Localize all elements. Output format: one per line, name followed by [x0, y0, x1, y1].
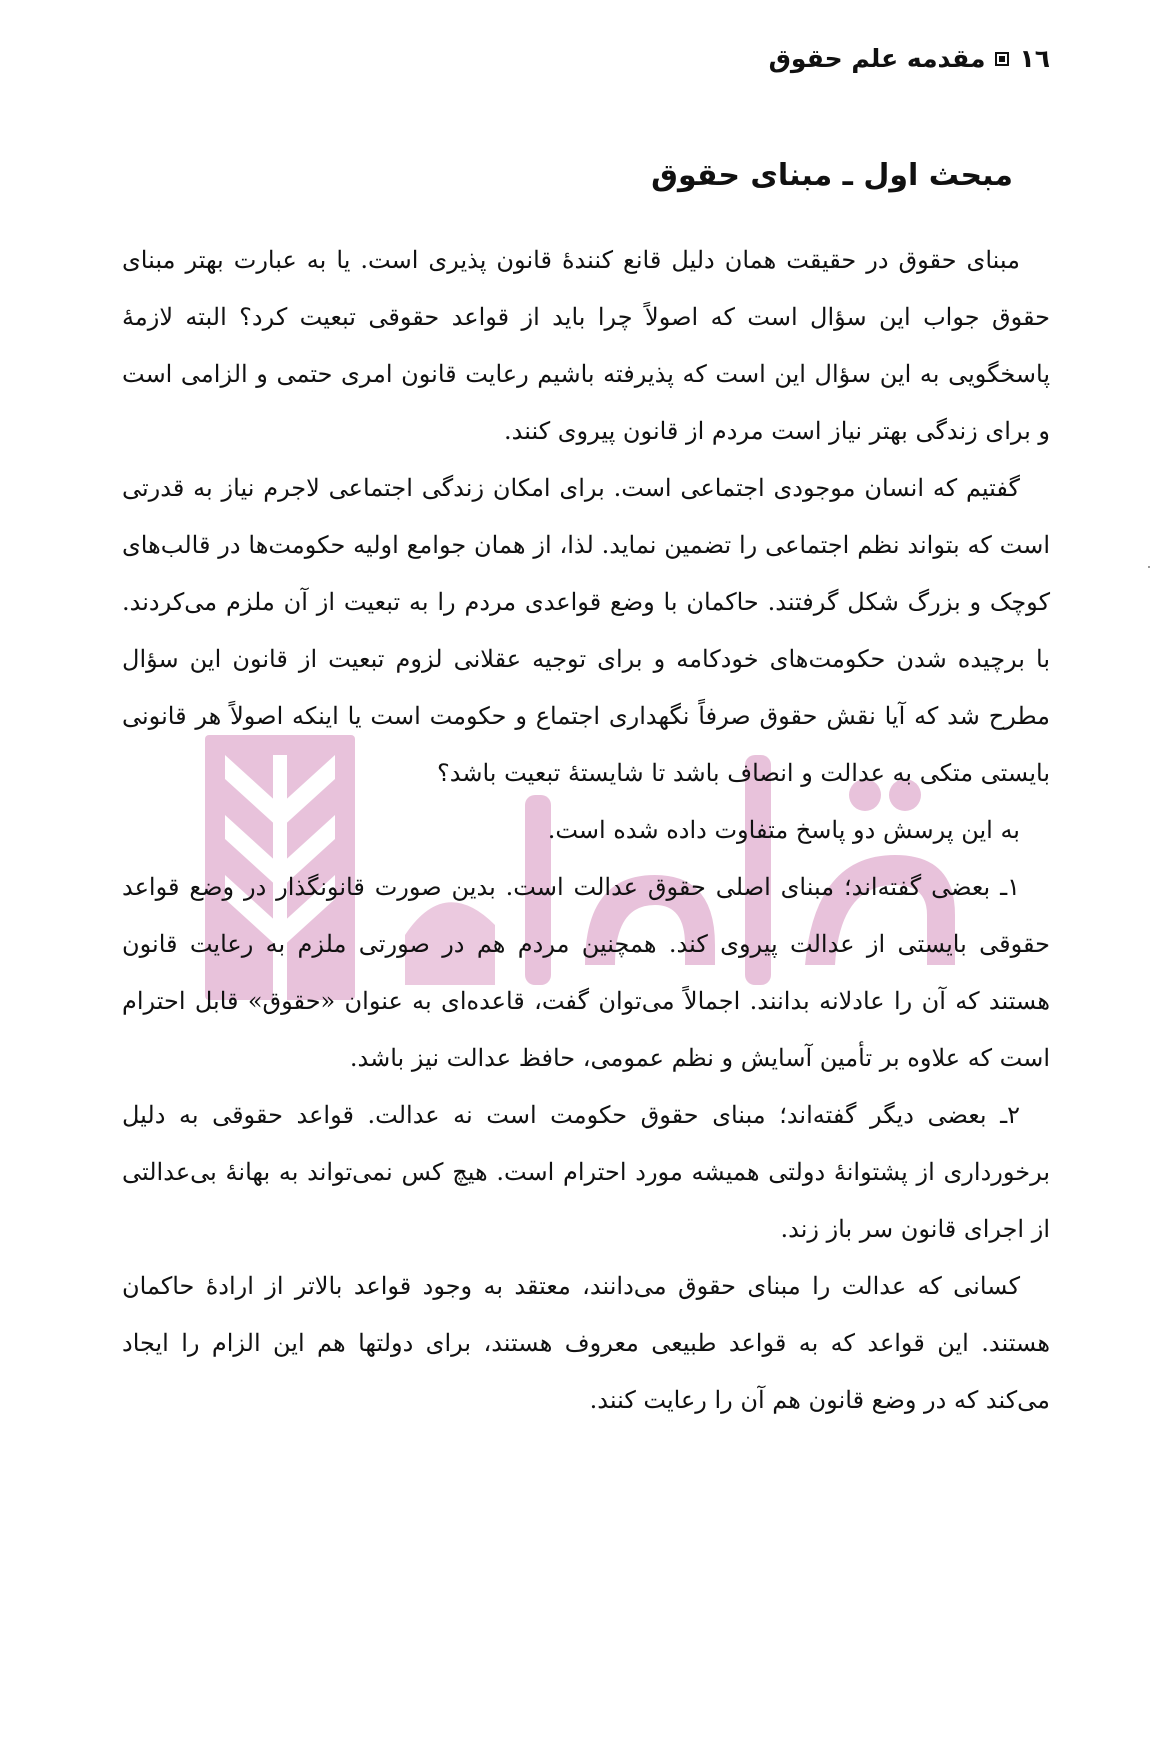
paragraph: مبنای حقوق در حقیقت همان دلیل قانع کنندهٔ قانون پذیری است. یا به عبارت بهتر مبنای حقوق جواب این سؤال است که اصولاً چرا باید از قواعد حقوقی تبعیت کرد؟ البته لازمهٔ پاسخگویی به این سؤال این است که پذیرفته باشیم رعایت قانون امری حتمی و الزامی است و برای زندگی بهتر نیاز است مردم از قانون پیروی کنند.: [122, 246, 1050, 445]
scan-speck: [1148, 566, 1150, 568]
paragraph: ۲ـ بعضی دیگر گفته‌اند؛ مبنای حقوق حکومت است نه عدالت. قواعد حقوقی به دلیل برخورداری از پشتوانهٔ دولتی همیشه مورد احترام است. هیچ کس نمی‌تواند به بهانهٔ بی‌عدالتی از اجرای قانون سر باز زند.: [122, 1101, 1050, 1243]
book-title: مقدمه علم حقوق: [768, 44, 986, 73]
paragraph: گفتیم که انسان موجودی اجتماعی است. برای امکان زندگی اجتماعی لاجرم نیاز به قدرتی است که بتواند نظم اجتماعی را تضمین نماید. لذا، از همان جوامع اولیه حکومت‌ها در قالب‌های کوچک و بزرگ شکل گرفتند. حاکمان با وضع قواعدی مردم را به تبعیت از آن ملزم می‌کردند. با برچیده شدن حکومت‌های خودکامه و برای توجیه عقلانی لزوم تبعیت از قانون این سؤال مطرح شد که آیا نقش حقوق صرفاً نگهداری اجتماع و حکومت است یا اینکه اصولاً هر قانونی بایستی متکی به عدالت و انصاف باشد تا شایستهٔ تبعیت باشد؟: [122, 474, 1050, 787]
paragraph: کسانی که عدالت را مبنای حقوق می‌دانند، معتقد به وجود قواعد بالاتر از ارادهٔ حاکمان هستند. این قواعد که به قواعد طبیعی معروف هستند، برای دولتها هم این الزام را ایجاد می‌کند که در وضع قانون هم آن را رعایت کنند.: [122, 1272, 1050, 1414]
running-head: [769, 44, 1050, 73]
section-title: مبحث اول ـ مبنای حقوق: [651, 158, 1013, 193]
square-bullet-icon: [995, 52, 1009, 66]
page-number: ١٦: [1019, 44, 1050, 73]
paragraph: ۱ـ بعضی گفته‌اند؛ مبنای اصلی حقوق عدالت است. بدین صورت قانونگذار در وضع قواعد حقوقی بایستی از عدالت پیروی کند. همچنین مردم هم در صورتی ملزم به رعایت قانون هستند که آن را عادلانه بدانند. اجمالاً می‌توان گفت، قاعده‌ای به عنوان «حقوق» قابل احترام است که علاوه بر تأمین آسایش و نظم عمومی، حافظ عدالت نیز باشد.: [122, 873, 1050, 1072]
paragraph: به این پرسش دو پاسخ متفاوت داده شده است.: [547, 816, 1020, 844]
body-text: [122, 232, 1050, 1429]
